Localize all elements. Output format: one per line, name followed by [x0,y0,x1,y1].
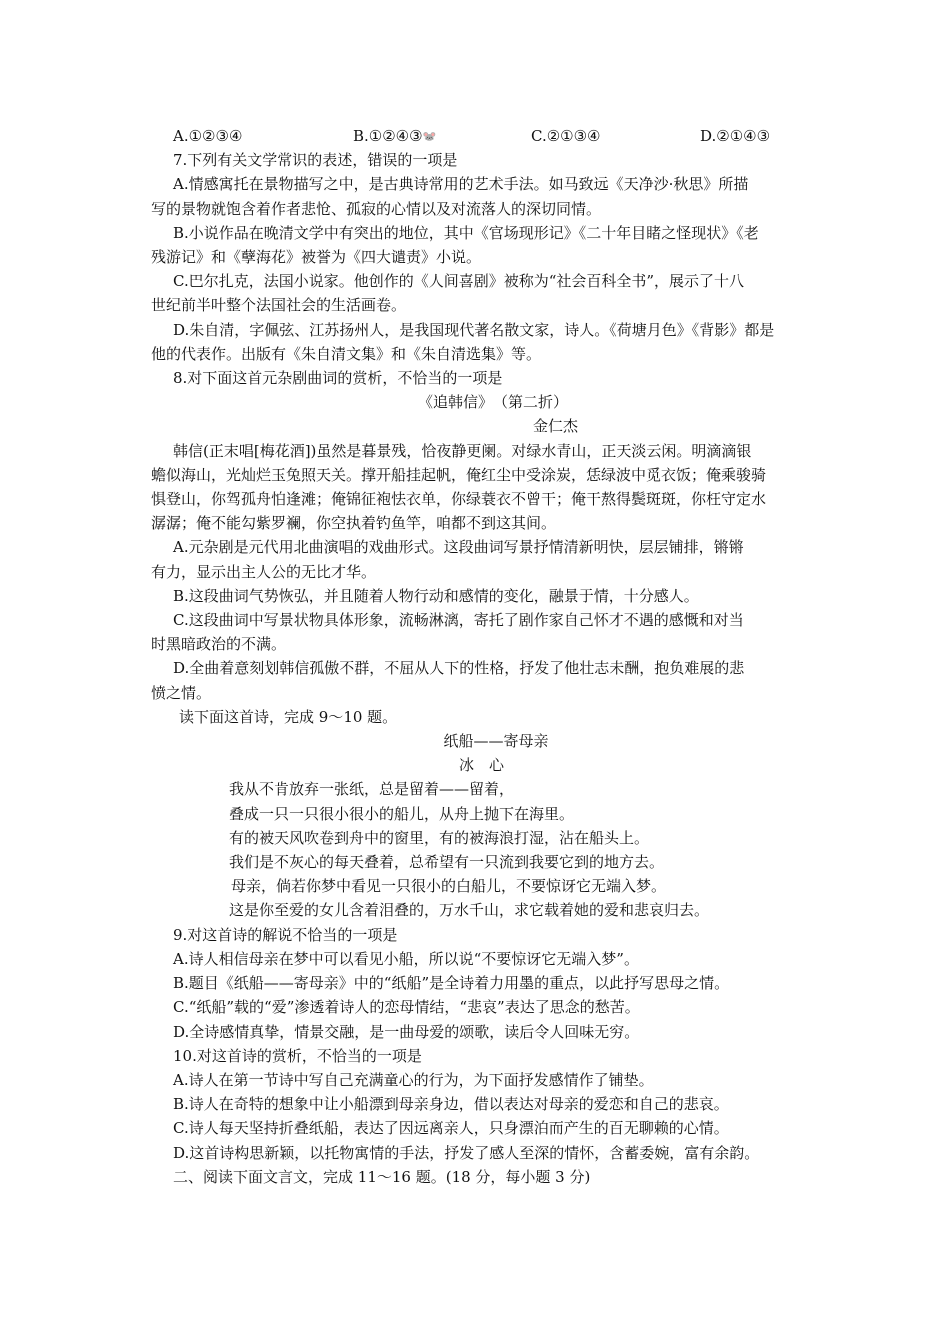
exam-page [151,124,813,1189]
poem-title: 纸船——寄母亲 [443,732,549,751]
q9-option-d: D.全诗感情真挚，情景交融，是一曲母爱的颂歌，读后令人回味无穷。 [173,1022,640,1041]
mouse-cursor-icon: 🐭 [422,129,437,143]
q9-option-c: C.“纸船”载的“爱”渗透着诗人的恋母情结，“悲哀”表达了思念的愁苦。 [173,998,640,1017]
q8-stem: 8.对下面这首元杂剧曲词的赏析，不恰当的一项是 [173,369,503,388]
q7-option-a-line2: 写的景物就饱含着作者悲怆、孤寂的心情以及对流落人的深切同情。 [151,199,602,218]
poem-line: 我们是不灰心的每天叠着，总希望有一只流到我要它到的地方去。 [229,853,665,872]
q7-option-b-line2: 残游记》和《孽海花》被誉为《四大谴责》小说。 [151,248,482,266]
section-2-heading: 二、阅读下面文言文，完成 11～16 题。(18 分，每小题 3 分) [173,1167,591,1186]
q7-option-d-line2: 他的代表作。出版有《朱自清文集》和《朱自清选集》等。 [151,344,542,363]
q8-option-d-line1: D.全曲着意刻划韩信孤傲不群，不屈从人下的性格，抒发了他壮志未酬，抱负难展的悲 [173,659,745,678]
q8-option-d-line2: 愤之情。 [151,683,212,702]
q8-drama-author: 金仁杰 [533,417,579,436]
poem-author: 冰 心 [459,756,505,775]
q8-option-a-line2: 有力，显示出主人公的无比才华。 [151,562,377,581]
q8-drama-title: 《追韩信》 （第二折） [417,393,568,412]
q8-option-a-line1: A.元杂剧是元代用北曲演唱的戏曲形式。这段曲词写景抒情清新明快，层层铺排，锵锵 [173,538,744,557]
q10-option-c: C.诗人每天坚持折叠纸船，表达了因远离亲人，只身漂泊而产生的百无聊赖的心情。 [173,1119,729,1138]
q10-option-b: B.诗人在奇特的想象中让小船漂到母亲身边，借以表达对母亲的爱恋和自己的悲哀。 [173,1095,729,1114]
q6-options [173,124,813,148]
poem-line: 母亲，倘若你梦中看见一只很小的白船儿，不要惊讶它无端入梦。 [231,877,667,896]
q7-option-c-line2: 世纪前半叶整个法国社会的生活画卷。 [151,296,407,315]
poem-line: 我从不肯放弃一张纸，总是留着——留着， [229,780,515,799]
q9-stem: 9.对这首诗的解说不恰当的一项是 [173,925,398,944]
q8-drama-line3: 惧登山，你驾孤舟怕逢滩；俺锦征袍怯衣单，你绿蓑衣不曾干；俺干熬得鬓斑斑，你枉守定水 [151,490,767,509]
q7-option-b-line1: B.小说作品在晚清文学中有突出的地位，其中《官场现形记》《二十年目睹之怪现状》《老 [173,223,759,242]
q7-stem: 7.下列有关文学常识的表述，错误的一项是 [173,151,458,170]
poem-intro: 读下面这首诗，完成 9～10 题。 [179,707,398,726]
q8-option-b: B.这段曲词气势恢弘，并且随着人物行动和感情的变化，融景于情，十分感人。 [173,586,699,605]
q6-option-a: A.①②③④ [173,127,243,145]
q6-option-d: D.②①④③ [700,127,771,145]
q9-option-a: A.诗人相信母亲在梦中可以看见小船，所以说“不要惊讶它无端入梦”。 [173,949,639,968]
q8-option-c-line2: 时黑暗政治的不满。 [151,635,287,654]
poem-line: 叠成一只一只很小很小的船儿，从舟上抛下在海里。 [229,804,575,823]
q10-option-d: D.这首诗构思新颖，以托物寓情的手法，抒发了感人至深的情怀，含蓄委婉，富有余韵。 [173,1143,760,1162]
poem-body [173,777,813,922]
q9-option-b: B.题目《纸船——寄母亲》中的“纸船”是全诗着力用墨的重点，以此抒写思母之情。 [173,974,730,993]
q7-option-c-line1: C.巴尔扎克，法国小说家。他创作的《人间喜剧》被称为“社会百科全书”，展示了十八 [173,272,745,291]
q10-stem: 10.对这首诗的赏析，不恰当的一项是 [173,1046,422,1065]
q6-option-c: C.②①③④ [531,127,601,145]
q8-option-c-line1: C.这段曲词中写景状物具体形象，流畅淋漓，寄托了剧作家自己怀才不遇的感慨和对当 [173,611,744,630]
q8-drama-line4: 潺潺；俺不能勾紫罗襕，你空执着钓鱼竿，咱都不到这其间。 [151,514,557,533]
q7-option-a-line1: A.情感寓托在景物描写之中，是古典诗常用的艺术手法。如马致远《天净沙·秋思》所描 [173,175,749,194]
q6-option-b: B.①②④③🐭 [353,127,437,145]
q8-drama-line2: 蟾似海山，光灿烂玉兔照天关。撑开船挂起帆，俺红尘中受涂炭，恁绿波中觅衣饭；俺乘骏骑 [151,465,767,484]
poem-line: 这是你至爱的女儿含着泪叠的，万水千山，求它载着她的爱和悲哀归去。 [229,901,710,920]
poem-line: 有的被天风吹卷到舟中的窗里，有的被海浪打湿，沾在船头上。 [229,828,650,847]
q8-drama-line1: 韩信(正末唱[梅花酒])虽然是暮景残，恰夜静更阑。对绿水青山，正天淡云闲。明滴滴银 [173,441,752,460]
q7-option-d-line1: D.朱自清，字佩弦、江苏扬州人，是我国现代著名散文家，诗人。《荷塘月色》《背影》都是 [173,320,775,339]
q10-option-a: A.诗人在第一节诗中写自己充满童心的行为，为下面抒发感情作了铺垫。 [173,1070,654,1089]
